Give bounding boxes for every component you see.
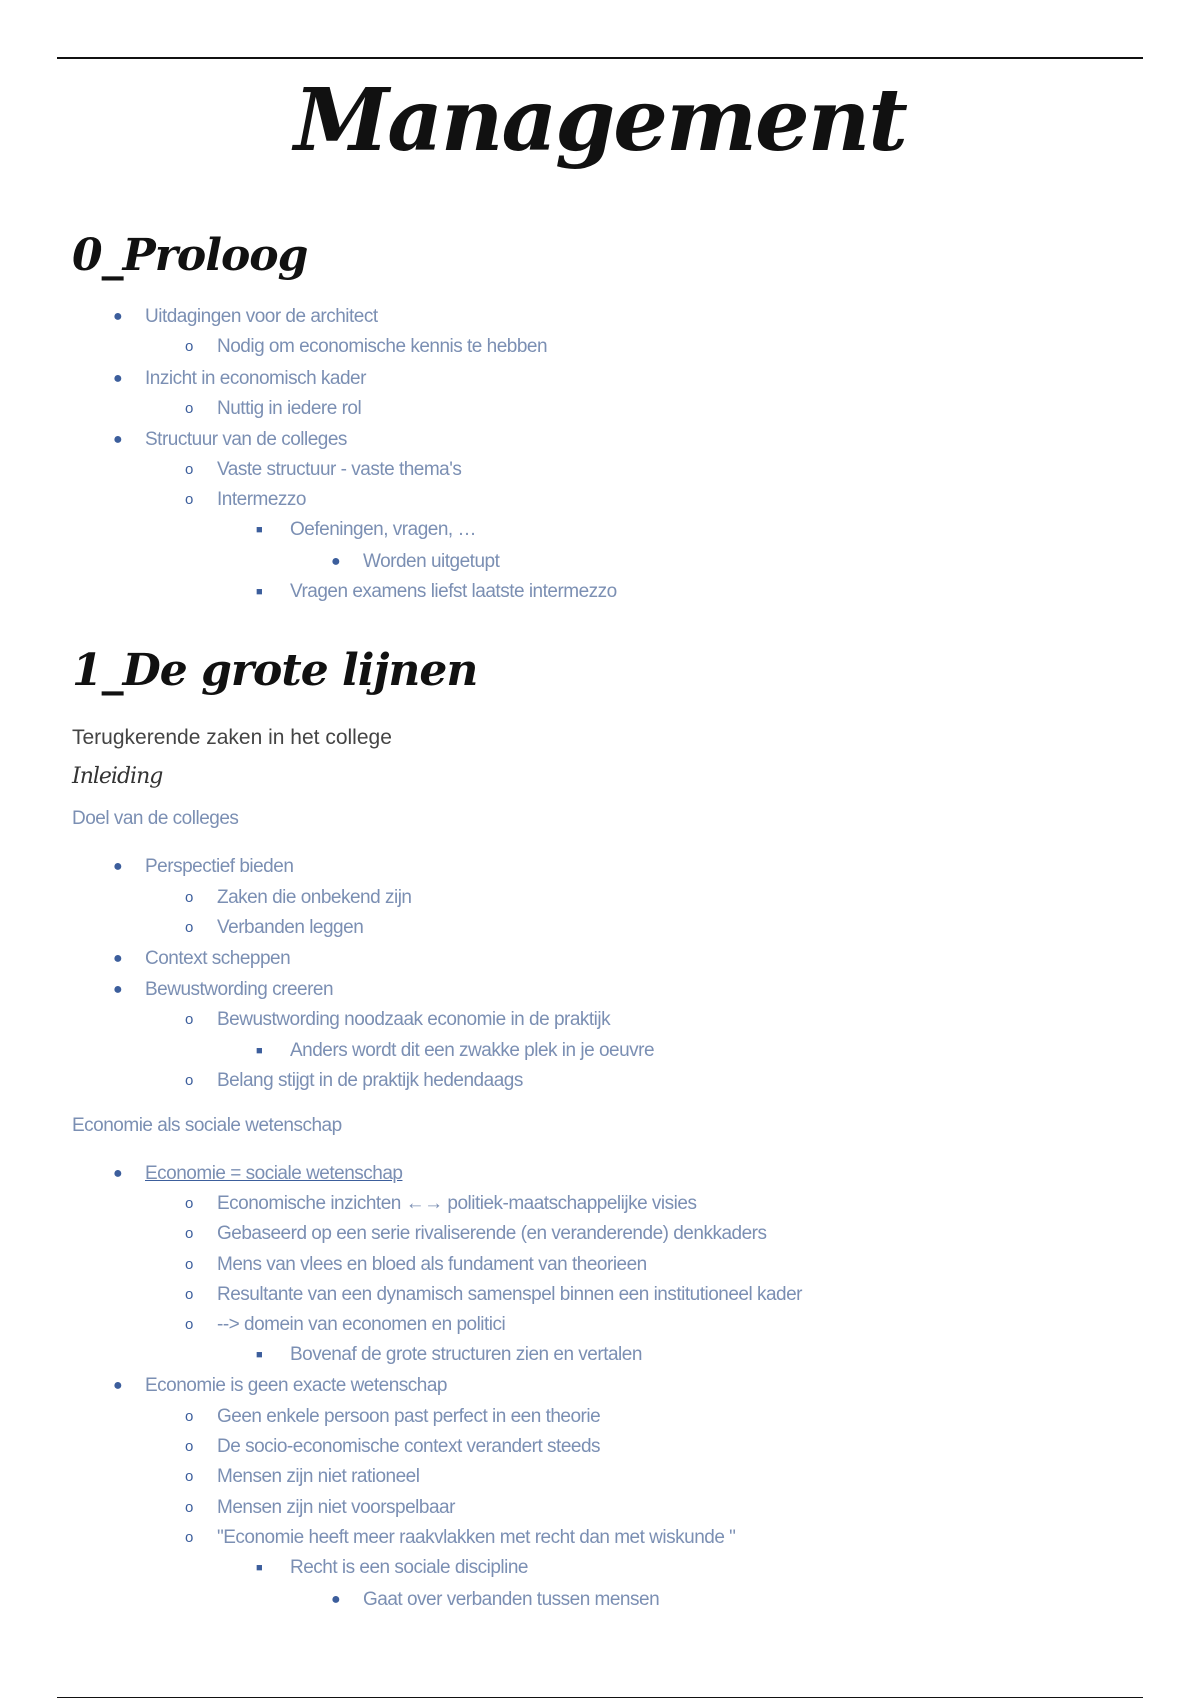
top-rule [57, 57, 1143, 59]
bullet-circle-icon: o [185, 1529, 193, 1546]
bullet-square-icon: ■ [256, 524, 263, 536]
list-item: o Bewustwording noodzaak economie in de praktijk [185, 1009, 611, 1030]
bullet-square-icon: ■ [256, 1045, 263, 1057]
bullet-circle-icon: o [185, 1256, 193, 1273]
bullet-disc-icon: ● [113, 308, 123, 325]
bullet-disc-icon: ● [113, 1165, 123, 1182]
list-item: ■ Anders wordt dit een zwakke plek in je oeuvre [256, 1040, 655, 1061]
section-heading-grote-lijnen: 1_De grote lijnen [72, 645, 478, 696]
bullet-circle-icon: o [185, 1438, 193, 1455]
list-item: ■ Bovenaf de grote structuren zien en vertalen [256, 1344, 642, 1365]
bullet-circle-icon: o [185, 461, 193, 478]
bullet-disc-icon: ● [331, 553, 341, 570]
bullet-disc-icon: ● [113, 858, 123, 875]
bullet-circle-icon: o [185, 1286, 193, 1303]
bullet-disc-icon: ● [113, 950, 123, 967]
list-item: o Mensen zijn niet rationeel [185, 1466, 420, 1487]
list-item: o Belang stijgt in de praktijk hedendaags [185, 1070, 523, 1091]
list-item: ■ Oefeningen, vragen, … [256, 519, 476, 540]
bullet-circle-icon: o [185, 1408, 193, 1425]
bullet-circle-icon: o [185, 491, 193, 508]
document-title: Management [294, 70, 906, 171]
bullet-circle-icon: o [185, 400, 193, 417]
bullet-square-icon: ■ [256, 1562, 263, 1574]
list-item: ■ Vragen examens liefst laatste intermezzo [256, 581, 617, 602]
bullet-circle-icon: o [185, 889, 193, 906]
bullet-circle-icon: o [185, 1225, 193, 1242]
bullet-disc-icon: ● [113, 370, 123, 387]
bullet-disc-icon: ● [331, 1591, 341, 1608]
bullet-disc-icon: ● [113, 981, 123, 998]
bullet-circle-icon: o [185, 1195, 193, 1212]
subsection-heading: Inleiding [72, 764, 163, 789]
list-item: ● Perspectief bieden [113, 856, 294, 877]
list-item: o Mens van vlees en bloed als fundament van theorieen [185, 1254, 647, 1275]
list-item: ● Uitdagingen voor de architect [113, 306, 378, 327]
list-item: o Nuttig in iedere rol [185, 398, 362, 419]
bullet-disc-icon: ● [113, 1377, 123, 1394]
topic-heading: Economie als sociale wetenschap [72, 1115, 342, 1136]
bullet-circle-icon: o [185, 1468, 193, 1485]
list-item: ■ Recht is een sociale discipline [256, 1557, 528, 1578]
list-item: ● Worden uitgetupt [331, 551, 500, 572]
list-item: o De socio-economische context verandert steeds [185, 1436, 601, 1457]
list-item: o Economische inzichten ←→ politiek-maatschappelijke visies [185, 1193, 697, 1214]
list-item: o Intermezzo [185, 489, 306, 510]
list-item: ● Structuur van de colleges [113, 429, 347, 450]
list-item: ● Economie is geen exacte wetenschap [113, 1375, 447, 1396]
list-item: o --> domein van economen en politici [185, 1314, 506, 1335]
list-item: o Resultante van een dynamisch samenspel binnen een institutioneel kader [185, 1284, 803, 1305]
list-item: o Gebaseerd op een serie rivaliserende (en veranderende) denkkaders [185, 1223, 767, 1244]
bullet-circle-icon: o [185, 1499, 193, 1516]
section-subtitle: Terugkerende zaken in het college [72, 726, 392, 749]
bullet-circle-icon: o [185, 1011, 193, 1028]
list-item: o "Economie heeft meer raakvlakken met recht dan met wiskunde " [185, 1527, 736, 1548]
bullet-circle-icon: o [185, 919, 193, 936]
bullet-circle-icon: o [185, 1072, 193, 1089]
section-heading-prologue: 0_Proloog [72, 230, 308, 281]
bullet-circle-icon: o [185, 338, 193, 355]
list-item: o Verbanden leggen [185, 917, 364, 938]
list-item: o Nodig om economische kennis te hebben [185, 336, 548, 357]
list-item: ● Bewustwording creeren [113, 979, 334, 1000]
list-item: ● Gaat over verbanden tussen mensen [331, 1589, 660, 1610]
bullet-square-icon: ■ [256, 586, 263, 598]
list-item: o Zaken die onbekend zijn [185, 887, 412, 908]
list-item: o Geen enkele persoon past perfect in een theorie [185, 1406, 601, 1427]
bottom-rule [57, 1697, 1143, 1698]
list-item: o Mensen zijn niet voorspelbaar [185, 1497, 455, 1518]
list-item: ● Context scheppen [113, 948, 291, 969]
list-item: ● Economie = sociale wetenschap [113, 1163, 403, 1184]
bullet-circle-icon: o [185, 1316, 193, 1333]
bullet-disc-icon: ● [113, 431, 123, 448]
bullet-square-icon: ■ [256, 1349, 263, 1361]
list-item: o Vaste structuur - vaste thema's [185, 459, 462, 480]
topic-heading: Doel van de colleges [72, 808, 239, 829]
list-item: ● Inzicht in economisch kader [113, 368, 366, 389]
